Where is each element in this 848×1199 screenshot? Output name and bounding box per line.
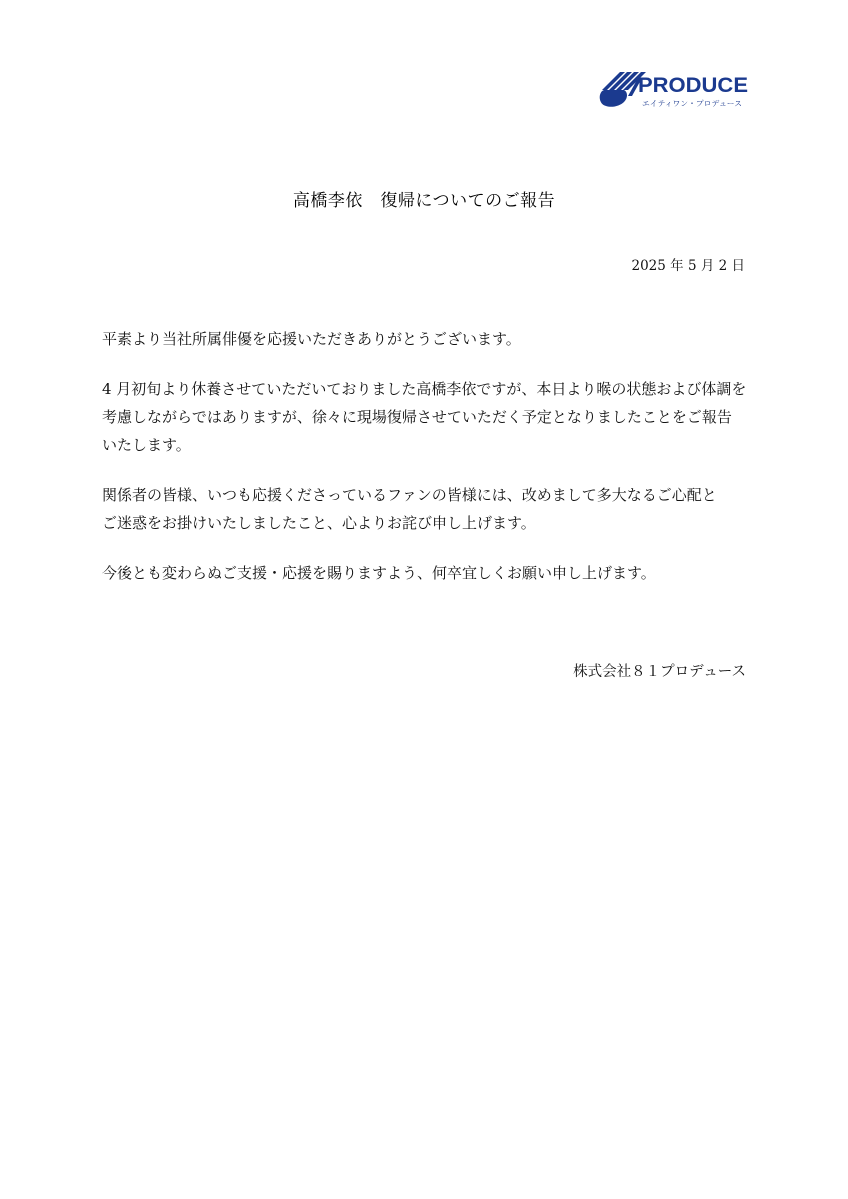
paragraph-announcement [102,375,762,459]
paragraph-line: 4 月初旬より休養させていただいておりました高橋李依ですが、本日より喉の状態および体調を [102,380,747,398]
paragraph-line: 考慮しながらではありますが、徐々に現場復帰させていただく予定となりましたことをご報告 [102,408,732,426]
company-logo [598,66,750,112]
paragraph-line: ご迷惑をお掛けいたしましたこと、心よりお詫び申し上げます。 [102,514,536,532]
document-title: 高橋李依 復帰についてのご報告 [292,191,556,211]
paragraph-line: 関係者の皆様、いつも応援くださっているファンの皆様には、改めまして多大なるご心配と [102,486,717,504]
paragraph-line: 今後とも変わらぬご支援・応援を賜りますよう、何卒宜しくお願い申し上げます。 [102,564,656,582]
paragraph-apology [102,481,762,537]
paragraph-line: 平素より当社所属俳優を応援いただきありがとうございます。 [102,330,521,348]
paragraph-closing [102,559,762,587]
logo-katakana: エイティワン・プロデュース [642,99,742,108]
logo-81-produce-icon [598,66,750,112]
paragraph-line: いたします。 [102,436,191,454]
company-signature: 株式会社８１プロデュース [573,664,746,680]
issue-date: 2025 年 5 月 2 日 [631,258,745,274]
logo-wordmark: PRODUCE [638,74,748,97]
paragraph-greeting [102,325,762,353]
